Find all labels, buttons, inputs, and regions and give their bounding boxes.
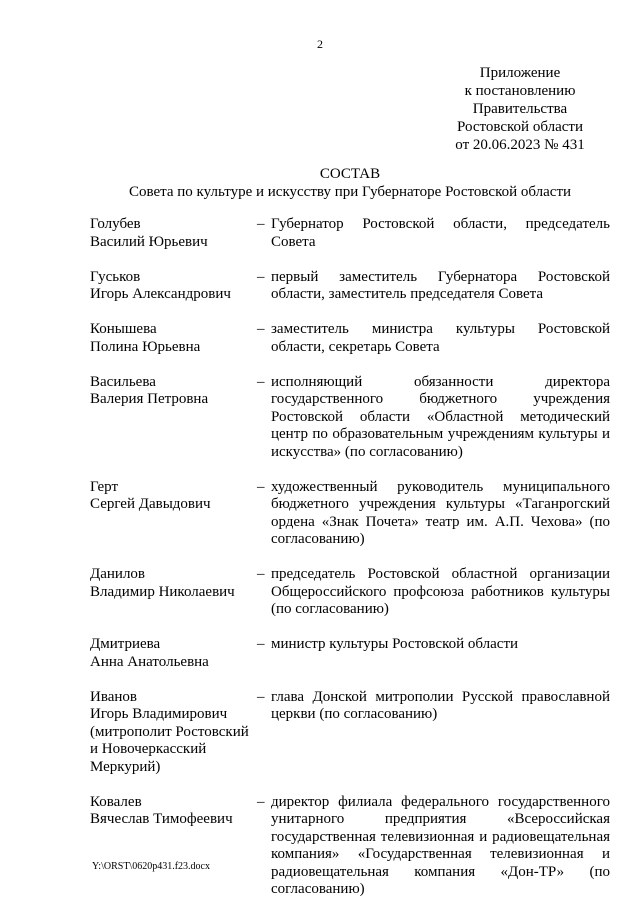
title-heading: СОСТАВ <box>319 166 381 182</box>
appendix-line: Приложение <box>479 65 561 81</box>
document-title <box>90 165 610 201</box>
member-row <box>90 374 610 462</box>
dash-separator: – <box>257 268 265 285</box>
member-name: Конышева Полина Юрьевна <box>90 321 201 355</box>
file-path-footer: Y:\ORST\0620p431.f23.docx <box>92 861 210 872</box>
member-name: Васильева Валерия Петровна <box>90 373 209 407</box>
member-row <box>90 479 610 549</box>
dash-separator: – <box>257 688 265 705</box>
appendix-line: Правительства <box>472 101 568 117</box>
member-row <box>90 321 610 356</box>
dash-separator: – <box>257 793 265 810</box>
member-role: глава Донской митрополии Русской православной церкви (по согласованию) <box>271 688 610 722</box>
member-role: председатель Ростовской областной организации Общероссийского профсоюза работников культуры (по согласованию) <box>271 566 610 617</box>
dash-separator: – <box>257 636 265 652</box>
page-number: 2 <box>317 37 323 51</box>
dash-separator: – <box>257 321 265 337</box>
appendix-line: от 20.06.2023 № 431 <box>455 137 585 153</box>
member-name: Данилов Владимир Николаевич <box>90 566 235 600</box>
member-name: Гуськов Игорь Александрович <box>90 268 231 302</box>
member-role: заместитель министра культуры Ростовской области, секретарь Совета <box>271 321 610 355</box>
member-role: Губернатор Ростовской области, председатель Совета <box>271 216 610 250</box>
member-row <box>90 794 610 899</box>
dash-separator: – <box>257 566 265 582</box>
dash-separator: – <box>257 216 265 232</box>
member-name: Герт Сергей Давыдович <box>90 478 211 512</box>
member-role: директор филиала федерального государственного унитарного предприятия «Всероссийская государственная телевизионная и радиовещательная компания» «Государственная телевизионная и радиовещательная компания «Дон-ТР» (по согласованию) <box>271 793 610 897</box>
dash-separator: – <box>257 373 265 390</box>
member-role: художественный руководитель муниципального бюджетного учреждения культуры «Таганрогский ордена «Знак Почета» театр им. А.П. Чехова» (по согласованию) <box>271 478 610 547</box>
member-row <box>90 269 610 304</box>
title-subheading: Совета по культуре и искусству при Губернаторе Ростовской области <box>128 184 572 200</box>
member-name: Голубев Василий Юрьевич <box>90 216 208 250</box>
member-row <box>90 566 610 619</box>
appendix-line: Ростовской области <box>457 119 583 135</box>
member-role: исполняющий обязанности директора государственного бюджетного учреждения Ростовской области «Областной методический центр по образовательным учреждениям культуры и искусства» (по согласованию) <box>271 373 610 460</box>
member-role: министр культуры Ростовской области <box>271 636 519 652</box>
member-name: Дмитриева Анна Анатольевна <box>90 636 209 670</box>
member-name: Иванов Игорь Владимирович (митрополит Ростовский и Новочеркасский Меркурий) <box>90 688 249 775</box>
member-row <box>90 689 610 777</box>
member-row <box>90 216 610 251</box>
members-list <box>90 216 610 916</box>
appendix-line: к постановлению <box>464 83 576 99</box>
dash-separator: – <box>257 478 265 495</box>
member-name: Ковалев Вячеслав Тимофеевич <box>90 793 233 827</box>
member-row <box>90 636 610 671</box>
appendix-header <box>440 64 600 154</box>
member-role: первый заместитель Губернатора Ростовской области, заместитель председателя Совета <box>271 268 610 302</box>
